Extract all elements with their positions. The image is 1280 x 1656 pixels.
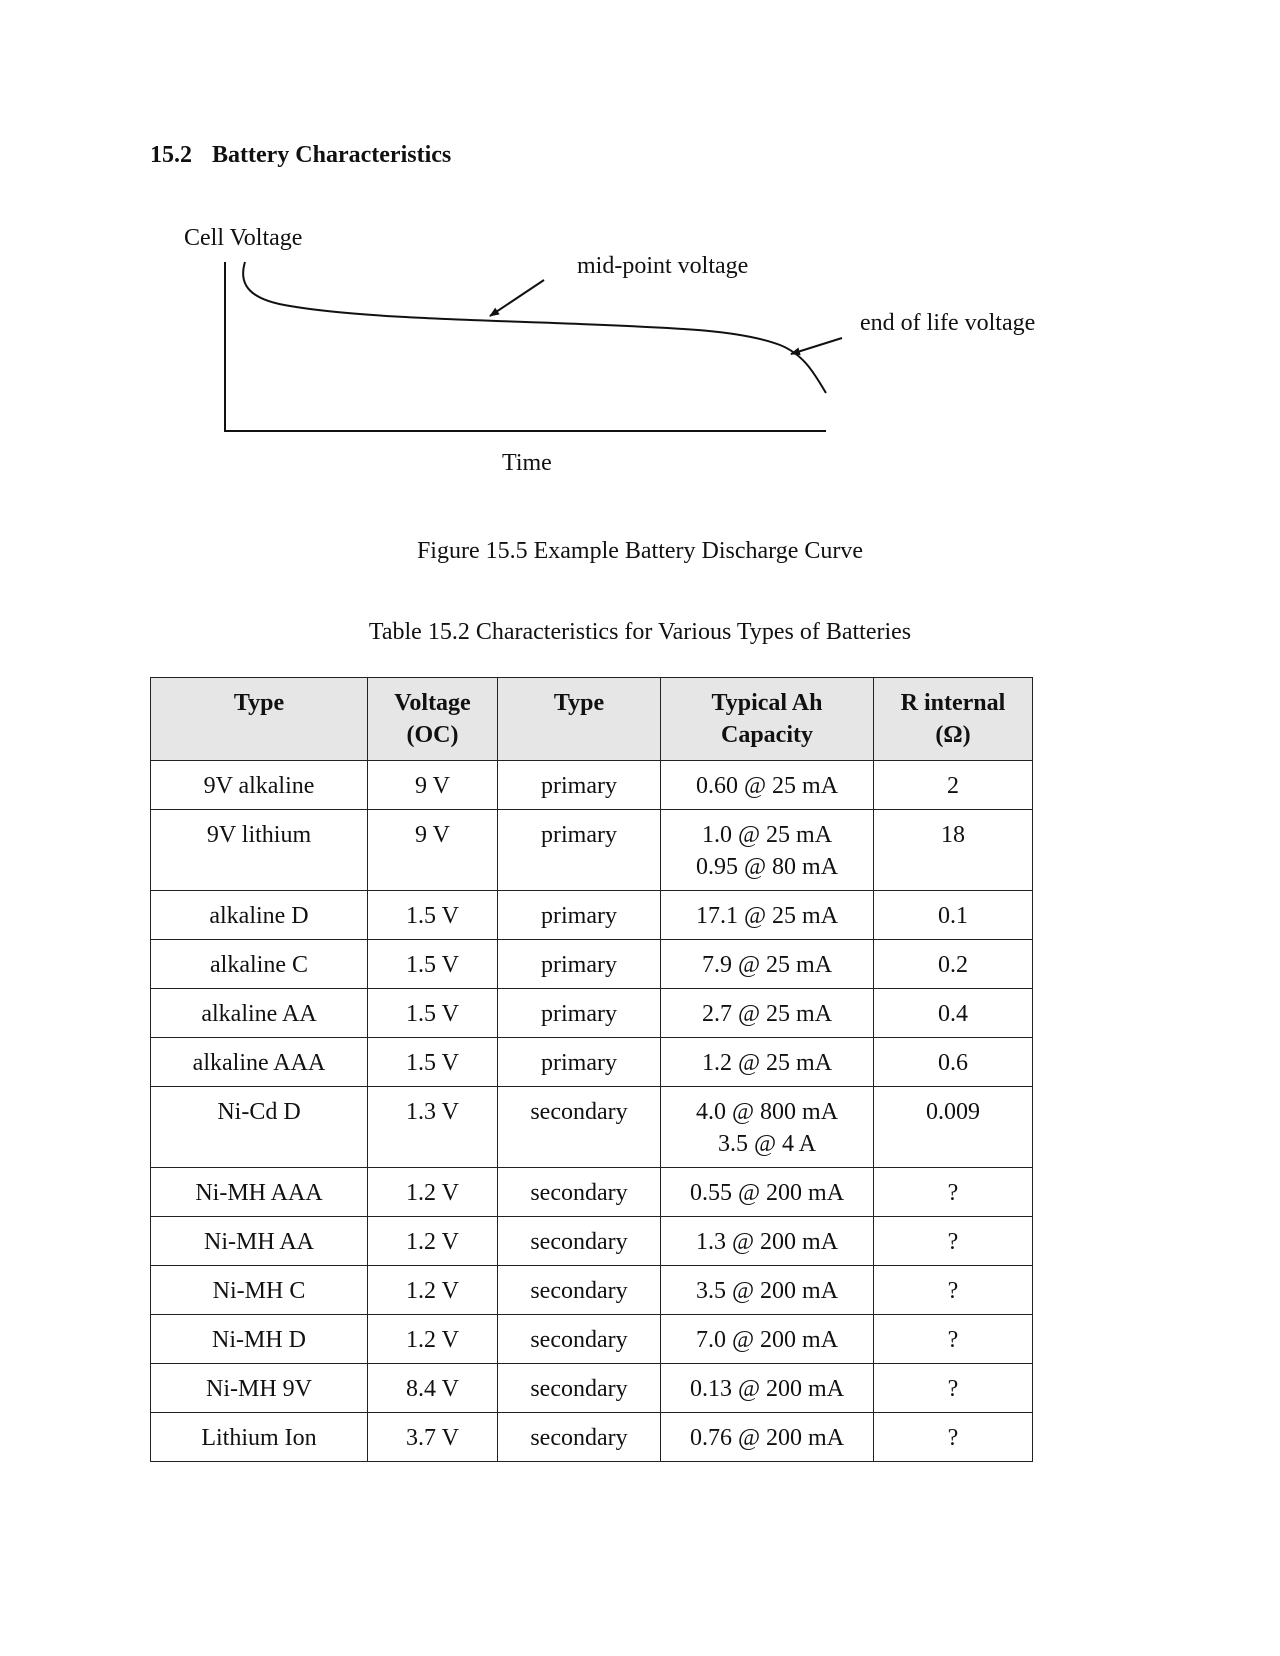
cell-kind: secondary bbox=[498, 1413, 661, 1462]
cell-r-internal: ? bbox=[874, 1364, 1033, 1413]
cell-kind: primary bbox=[498, 940, 661, 989]
cell-r-internal: 0.6 bbox=[874, 1038, 1033, 1087]
discharge-curve-figure bbox=[0, 200, 1280, 500]
table-row bbox=[151, 1087, 1033, 1168]
cell-kind: primary bbox=[498, 761, 661, 810]
cell-battery: Ni-MH 9V bbox=[151, 1364, 368, 1413]
cell-battery: alkaline AAA bbox=[151, 1038, 368, 1087]
section-title: Battery Characteristics bbox=[212, 142, 452, 168]
cell-voltage: 1.5 V bbox=[368, 989, 498, 1038]
header-voltage: Voltage (OC) bbox=[368, 678, 498, 761]
cell-voltage: 1.5 V bbox=[368, 940, 498, 989]
table-row bbox=[151, 1168, 1033, 1217]
cell-battery: Ni-MH C bbox=[151, 1266, 368, 1315]
cell-voltage: 1.2 V bbox=[368, 1217, 498, 1266]
cell-voltage: 1.5 V bbox=[368, 891, 498, 940]
x-axis-label: Time bbox=[502, 450, 552, 476]
y-axis-label: Cell Voltage bbox=[184, 225, 303, 251]
cell-r-internal: 2 bbox=[874, 761, 1033, 810]
cell-capacity: 4.0 @ 800 mA 3.5 @ 4 A bbox=[661, 1087, 874, 1168]
header-kind: Type bbox=[498, 678, 661, 761]
end-of-life-arrow bbox=[791, 338, 842, 354]
figure-caption: Figure 15.5 Example Battery Discharge Curve bbox=[416, 538, 864, 564]
cell-kind: secondary bbox=[498, 1168, 661, 1217]
cell-capacity: 0.76 @ 200 mA bbox=[661, 1413, 874, 1462]
mid-point-arrow bbox=[490, 280, 544, 316]
end-of-life-label: end of life voltage bbox=[860, 310, 1036, 336]
cell-r-internal: 18 bbox=[874, 810, 1033, 891]
cell-capacity: 1.3 @ 200 mA bbox=[661, 1217, 874, 1266]
cell-battery: Ni-MH AA bbox=[151, 1217, 368, 1266]
cell-r-internal: ? bbox=[874, 1217, 1033, 1266]
cell-r-internal: 0.4 bbox=[874, 989, 1033, 1038]
cell-battery: 9V alkaline bbox=[151, 761, 368, 810]
table-row bbox=[151, 1038, 1033, 1087]
cell-kind: secondary bbox=[498, 1364, 661, 1413]
cell-capacity: 1.0 @ 25 mA 0.95 @ 80 mA bbox=[661, 810, 874, 891]
cell-capacity: 7.0 @ 200 mA bbox=[661, 1315, 874, 1364]
table-row bbox=[151, 1266, 1033, 1315]
table-row bbox=[151, 810, 1033, 891]
table-caption: Table 15.2 Characteristics for Various Types of Batteries bbox=[368, 619, 912, 645]
cell-battery: alkaline AA bbox=[151, 989, 368, 1038]
cell-voltage: 1.3 V bbox=[368, 1087, 498, 1168]
table-row bbox=[151, 1364, 1033, 1413]
cell-capacity: 17.1 @ 25 mA bbox=[661, 891, 874, 940]
table-row bbox=[151, 940, 1033, 989]
cell-r-internal: 0.009 bbox=[874, 1087, 1033, 1168]
battery-characteristics-table bbox=[150, 677, 1033, 1462]
table-row bbox=[151, 1315, 1033, 1364]
cell-kind: primary bbox=[498, 891, 661, 940]
header-type: Type bbox=[151, 678, 368, 761]
header-capacity: Typical Ah Capacity bbox=[661, 678, 874, 761]
cell-capacity: 2.7 @ 25 mA bbox=[661, 989, 874, 1038]
cell-kind: secondary bbox=[498, 1266, 661, 1315]
table-header-row bbox=[151, 678, 1033, 761]
cell-capacity: 1.2 @ 25 mA bbox=[661, 1038, 874, 1087]
table-row bbox=[151, 891, 1033, 940]
cell-r-internal: ? bbox=[874, 1315, 1033, 1364]
cell-capacity: 0.55 @ 200 mA bbox=[661, 1168, 874, 1217]
cell-battery: alkaline C bbox=[151, 940, 368, 989]
cell-capacity: 7.9 @ 25 mA bbox=[661, 940, 874, 989]
cell-voltage: 1.2 V bbox=[368, 1315, 498, 1364]
cell-voltage: 8.4 V bbox=[368, 1364, 498, 1413]
cell-r-internal: ? bbox=[874, 1413, 1033, 1462]
cell-voltage: 1.5 V bbox=[368, 1038, 498, 1087]
cell-kind: primary bbox=[498, 810, 661, 891]
header-r-internal: R internal (Ω) bbox=[874, 678, 1033, 761]
cell-battery: Ni-MH D bbox=[151, 1315, 368, 1364]
cell-r-internal: ? bbox=[874, 1266, 1033, 1315]
cell-kind: primary bbox=[498, 989, 661, 1038]
table-row bbox=[151, 1217, 1033, 1266]
cell-voltage: 9 V bbox=[368, 810, 498, 891]
cell-capacity: 0.13 @ 200 mA bbox=[661, 1364, 874, 1413]
section-heading bbox=[150, 142, 451, 169]
cell-battery: Lithium Ion bbox=[151, 1413, 368, 1462]
cell-kind: secondary bbox=[498, 1087, 661, 1168]
cell-r-internal: ? bbox=[874, 1168, 1033, 1217]
cell-kind: secondary bbox=[498, 1217, 661, 1266]
cell-voltage: 1.2 V bbox=[368, 1266, 498, 1315]
cell-battery: Ni-Cd D bbox=[151, 1087, 368, 1168]
cell-r-internal: 0.2 bbox=[874, 940, 1033, 989]
cell-capacity: 3.5 @ 200 mA bbox=[661, 1266, 874, 1315]
cell-battery: 9V lithium bbox=[151, 810, 368, 891]
cell-kind: primary bbox=[498, 1038, 661, 1087]
section-number: 15.2 bbox=[150, 142, 192, 168]
cell-kind: secondary bbox=[498, 1315, 661, 1364]
table-row bbox=[151, 989, 1033, 1038]
table-row bbox=[151, 1413, 1033, 1462]
cell-capacity: 0.60 @ 25 mA bbox=[661, 761, 874, 810]
table-row bbox=[151, 761, 1033, 810]
cell-voltage: 3.7 V bbox=[368, 1413, 498, 1462]
cell-voltage: 1.2 V bbox=[368, 1168, 498, 1217]
cell-battery: Ni-MH AAA bbox=[151, 1168, 368, 1217]
cell-voltage: 9 V bbox=[368, 761, 498, 810]
discharge-curve bbox=[243, 262, 826, 393]
cell-battery: alkaline D bbox=[151, 891, 368, 940]
cell-r-internal: 0.1 bbox=[874, 891, 1033, 940]
mid-point-label: mid-point voltage bbox=[577, 253, 749, 279]
